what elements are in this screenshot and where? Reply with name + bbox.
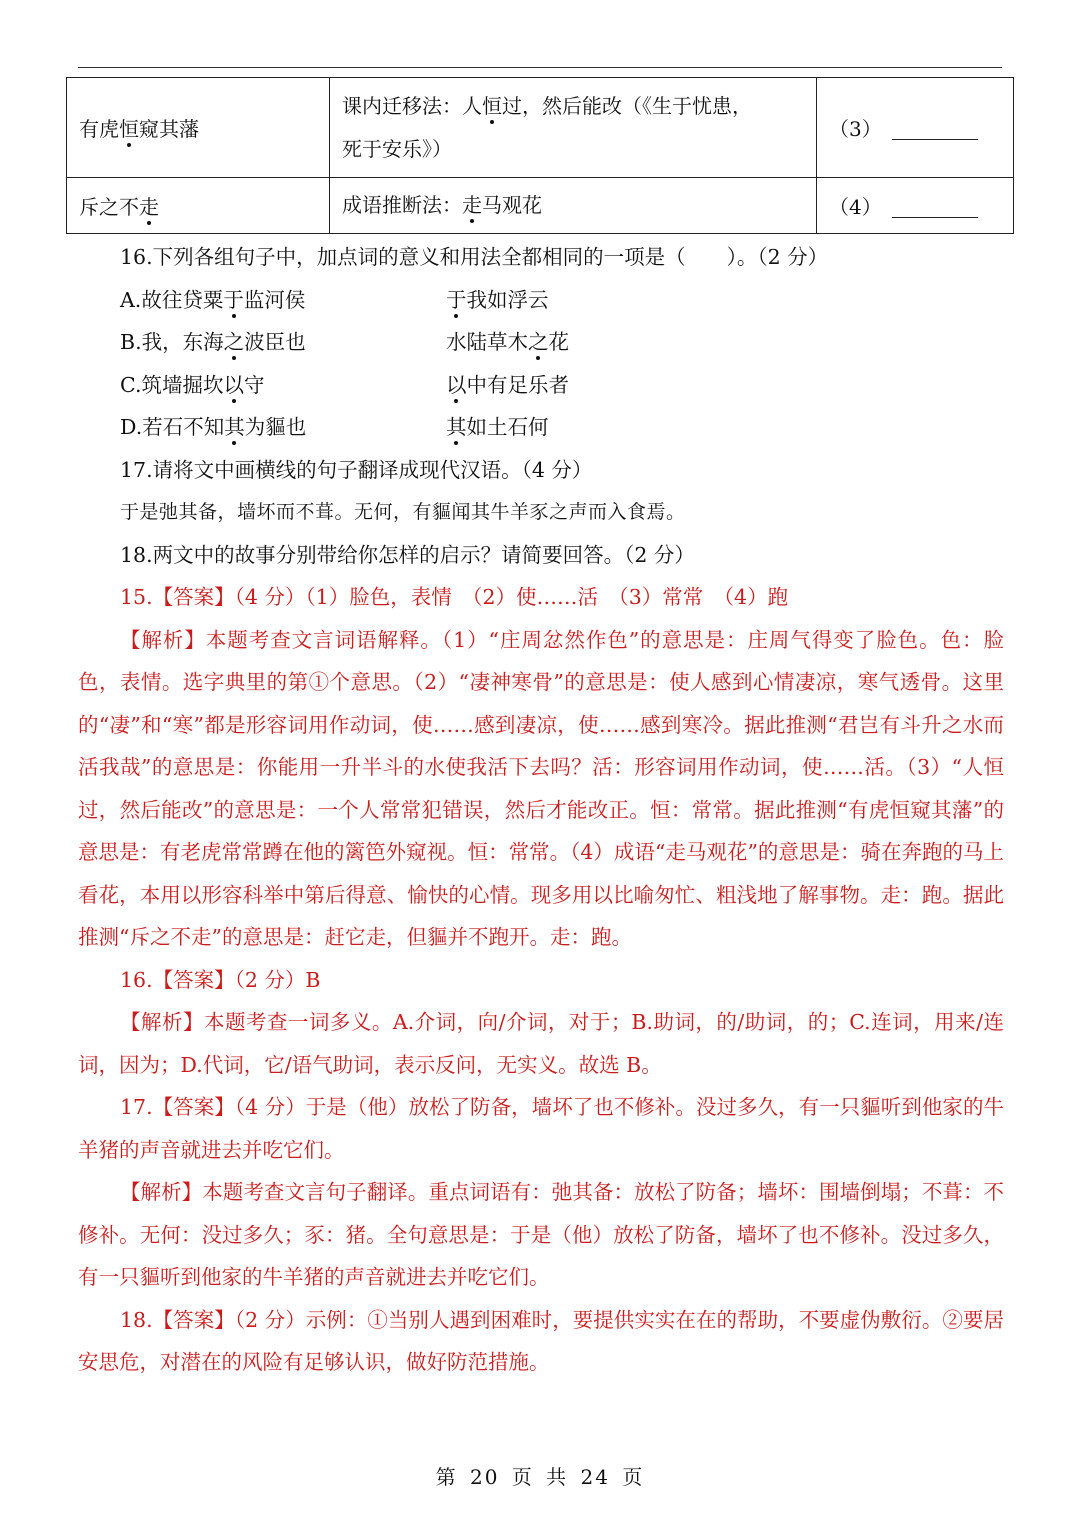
table-cell-word xyxy=(67,178,330,234)
dotted-char: 其 xyxy=(224,415,245,439)
dotted-char: 于 xyxy=(223,287,244,312)
option-text: 我如浮云 xyxy=(466,287,549,312)
option-text: 监河侯 xyxy=(243,287,306,312)
question-18-stem: 18.两文中的故事分别带给你怎样的启示？请简要回答。（2 分） xyxy=(120,542,695,567)
method-text-line2: 死于安乐》） xyxy=(342,136,452,161)
table-cell-method xyxy=(330,78,817,178)
explanation-text: 本题考查文言词语解释。（1）“庄周忿然作色”的意思是：庄周气得变了脸色。色：脸色，表情。选字典里的第①个意思。（2）“凄神寒骨”的意思是：使人感到心情凄凉，寒气透骨。这里的“凄”和“寒”都是形容词用作动词，使……感到凄凉，使……感到寒冷。据此推测“君岂有斗升之水而活我哉”的意思是：你能用一升半斗的水使我活下去吗？活：形容词用作动词，使……活。（3）“人恒过，然后能改”的意思是：一个人常常犯错误，然后才能改正。恒：常常。据此推测“有虎恒窥其藩”的意思是：有老虎常常蹲在他的篱笆外窥视。恒：常常。（4）成语“走马观花”的意思是：骑在奔跑的马上看花，本用以形容科举中第后得意、愉快的心情。现多用以比喻匆忙、粗浅地了解事物。走：跑。据此推测“斥之不走”的意思是：赶它走，但貙并不跑开。走：跑。 xyxy=(78,627,1004,949)
option-text: 花 xyxy=(548,330,569,354)
answer-blank xyxy=(892,121,978,140)
word-text: 有虎 xyxy=(79,117,119,141)
option-row xyxy=(120,406,1004,449)
explanation-15 xyxy=(78,619,1004,959)
answer-15: 15.【答案】（4 分）（1）脸色，表情 （2）使……活 （3）常常 （4）跑 xyxy=(120,585,789,609)
table-cell-method xyxy=(330,178,817,234)
explanation-16 xyxy=(78,1001,1004,1086)
explanation-text: 本题考查文言句子翻译。重点词语有：弛其备：放松了防备；墙坏：围墙倒塌；不葺：不修补。无何：没过多久；豕：猪。全句意思是：于是（他）放松了防备，墙坏了也不修补。没过多久，有一只貙听到他家的牛羊猪的声音就进去并吃它们。 xyxy=(78,1180,1005,1289)
dotted-char: 恒 xyxy=(119,117,139,141)
option-text: 中有足乐者 xyxy=(466,372,569,397)
option-text: 守 xyxy=(243,372,265,397)
method-text: 马观花 xyxy=(482,193,542,217)
table-cell-blank xyxy=(817,78,1014,178)
footer-text: 共 xyxy=(546,1465,569,1489)
footer-text: 页 xyxy=(511,1465,534,1489)
option-text: 如土石何 xyxy=(466,415,549,439)
footer-text: 第 xyxy=(435,1465,458,1489)
blank-label: （4） xyxy=(829,195,882,219)
dotted-char: 之 xyxy=(528,330,549,354)
dotted-char: 于 xyxy=(446,287,467,312)
explanation-label: 【解析】 xyxy=(120,627,206,652)
total-pages: 24 xyxy=(580,1465,610,1489)
page-content xyxy=(78,236,1004,1384)
page-number: 20 xyxy=(470,1465,500,1489)
word-text: 窥其藩 xyxy=(139,117,199,141)
option-text: B.我，东海 xyxy=(120,330,224,354)
option-row xyxy=(120,321,1004,364)
word-method-table xyxy=(66,77,1014,234)
answer-17: 17.【答案】（4 分）于是（他）放松了防备，墙坏了也不修补。没过多久，有一只貙听到他家的牛羊猪的声音就进去并吃它们。 xyxy=(78,1095,1004,1162)
dotted-char: 恒 xyxy=(482,93,502,118)
option-row xyxy=(120,279,1004,322)
method-text: 成语推断法： xyxy=(342,193,462,217)
table-cell-blank xyxy=(817,178,1014,234)
dotted-char: 以 xyxy=(223,372,244,397)
answer-16: 16.【答案】（2 分）B xyxy=(120,967,321,992)
option-row xyxy=(120,364,1004,407)
option-text: D.若石不知 xyxy=(120,415,225,439)
dotted-char: 走 xyxy=(462,193,482,217)
answer-blank xyxy=(892,199,978,218)
answer-section xyxy=(78,576,1004,1384)
answer-18: 18.【答案】（2 分）示例：①当别人遇到困难时，要提供实实在在的帮助，不要虚伪敷衍。②要居安思危，对潜在的风险有足够认识，做好防范措施。 xyxy=(78,1307,1004,1374)
table-row xyxy=(67,178,1014,234)
dotted-char: 以 xyxy=(446,372,467,397)
option-text: C.筑墙掘坎 xyxy=(120,372,224,397)
question-17-sentence: 于是弛其备，墙坏而不葺。无何，有貙闻其牛羊豕之声而入食焉。 xyxy=(120,501,686,523)
header-rule xyxy=(78,67,1002,68)
question-17-stem: 17.请将文中画横线的句子翻译成现代汉语。（4 分） xyxy=(120,457,593,482)
footer-text: 页 xyxy=(622,1465,645,1489)
method-text: 过，然后能改（《生于忧患， xyxy=(502,93,752,118)
explanation-label: 【解析】 xyxy=(120,1180,203,1204)
option-text: A.故往贷粟 xyxy=(120,287,224,312)
explanation-17 xyxy=(78,1171,1004,1299)
question-16-options xyxy=(78,279,1004,449)
option-text: 水陆草木 xyxy=(446,330,528,354)
page-footer xyxy=(0,1461,1080,1490)
word-text: 斥之不 xyxy=(79,195,139,219)
blank-label: （3） xyxy=(829,117,882,141)
table-row xyxy=(67,78,1014,178)
dotted-char: 走 xyxy=(139,195,159,219)
table-cell-word xyxy=(67,78,330,178)
explanation-text: 本题考查一词多义。A.介词，向/介词，对于；B.助词，的/助词，的；C.连词，用来/连词，因为；D.代词，它/语气助词，表示反问，无实义。故选 B。 xyxy=(78,1010,1005,1077)
explanation-label: 【解析】 xyxy=(120,1010,204,1034)
dotted-char: 之 xyxy=(223,330,245,354)
option-text: 波臣也 xyxy=(244,330,306,354)
method-text: 课内迁移法：人 xyxy=(342,93,482,118)
dotted-char: 其 xyxy=(446,415,467,439)
option-text: 为貙也 xyxy=(244,415,307,439)
question-16-stem: 16.下列各组句子中，加点词的意义和用法全都相同的一项是（ ）。（2 分） xyxy=(120,245,829,269)
